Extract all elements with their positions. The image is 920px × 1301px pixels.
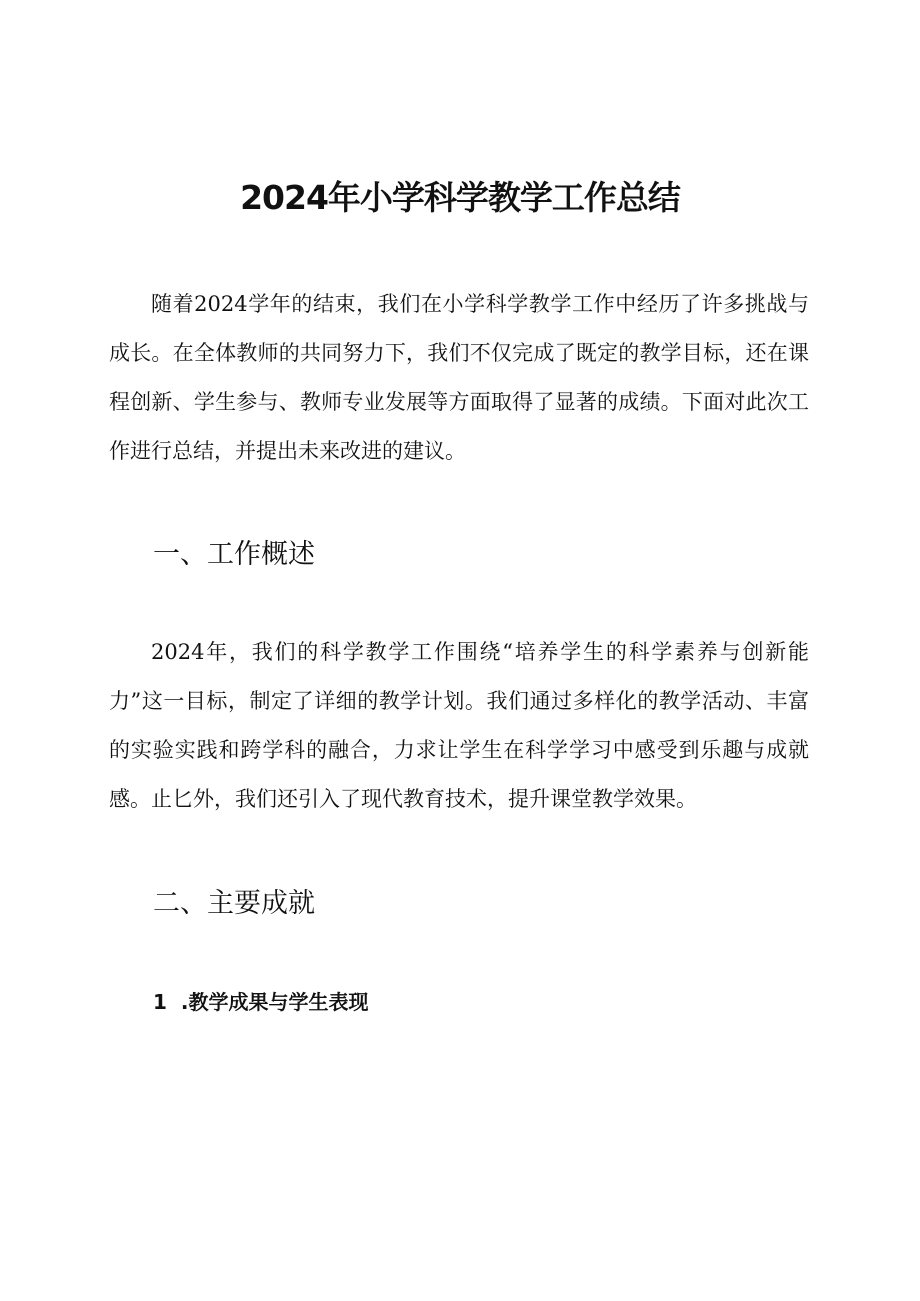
overview-paragraph: 2024年，我们的科学教学工作围绕“培养学生的科学素养与创新能力”这一目标，制定了详细的教学计划。我们通过多样化的教学活动、丰富的实验实践和跨学科的融合，力求让学生在科学学习中感受到乐趣与成就感。止匕外，我们还引入了现代教育技术，提升课堂教学效果。 bbox=[109, 640, 809, 811]
section-heading-overview: 一、工作概述 bbox=[153, 539, 315, 570]
document-title: 2024年小学科学教学工作总结 bbox=[240, 178, 680, 217]
subsection-number: 1 bbox=[153, 990, 167, 1014]
intro-paragraph: 随着2024学年的结束，我们在小学科学教学工作中经历了许多挑战与成长。在全体教师的共同努力下，我们不仅完成了既定的教学目标，还在课程创新、学生参与、教师专业发展等方面取得了显著的成绩。下面对此次工作进行总结，并提出未来改进的建议。 bbox=[109, 292, 809, 463]
section-heading-achievements: 二、主要成就 bbox=[153, 888, 315, 919]
subsection-label: .教学成果与学生表现 bbox=[180, 990, 369, 1014]
subsection-heading-teaching-results bbox=[153, 987, 369, 1017]
